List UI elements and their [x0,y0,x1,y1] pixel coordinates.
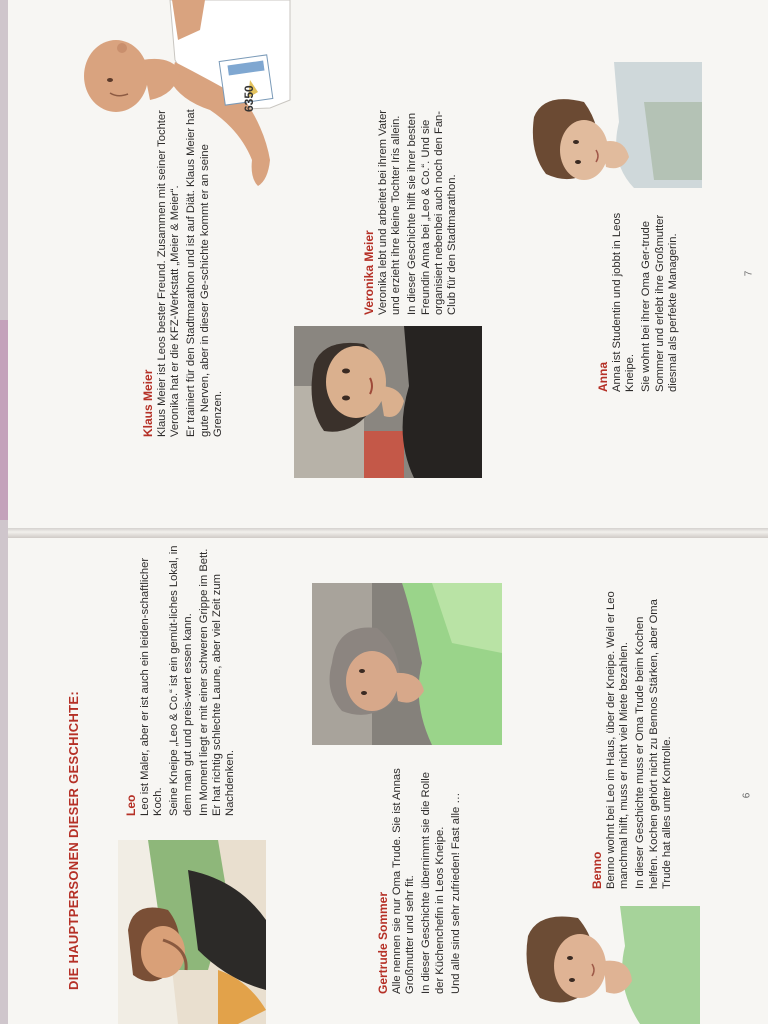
character-description: In dieser Geschichte übernimmt sie die Rolle der Küchenchefin in Leos Kneipe. [420,772,446,994]
character-description: Seine Kneipe „Leo & Co.“ ist ein gemüt-liches Lokal, in dem man gut und preis-wert essen kann. [168,545,194,816]
page-number: 6 [741,792,753,799]
character-description: Sie wohnt bei ihrer Oma Ger-trude Sommer und erlebt ihre Großmutter diesmal als perfekte Managerin. [640,214,679,392]
character-name: Klaus Meier [141,369,155,437]
benno-section [590,589,677,889]
leo-section [124,538,240,816]
character-description: Klaus Meier ist Leos bester Freund. Zusammen mit seiner Tochter Veronika hat er die KFZ-Werkstatt „Meier & Meier“. [156,110,182,437]
book-spine [0,0,8,1024]
spine-tab [0,320,8,520]
character-name: Gertrude Sommer [376,891,390,994]
veronika-meier-portrait [294,326,482,478]
page-gutter [8,528,768,538]
anna-section [596,207,683,392]
klaus-meier-section [141,107,228,437]
marathon-bib-number: 6350 [242,85,256,112]
page-number: 7 [743,270,755,277]
gertrude-sommer-section [376,764,466,994]
character-description: In dieser Geschichte hilft sie ihrer besten Freundin Anna bei „Leo & Co.“. Und sie organisiert nebenbei auch noch den Fan-Club für den Stadtmarathon. [406,110,459,315]
character-description: Anna ist Studentin und jobbt in Leos Kneipe. [611,212,637,392]
page-title: DIE HAUPTPERSONEN DIESER GESCHICHTE: [66,690,81,990]
character-description: Alle nennen sie nur Oma Trude. Sie ist Annas Großmutter und sehr fit. [391,768,417,994]
character-description: Benno wohnt bei Leo im Haus, über der Kneipe. Weil er Leo manchmal hilft, muss er nicht viel Miete bezahlen. [605,591,631,889]
character-description: In dieser Geschichte muss er Oma Trude beim Kochen helfen. Kochen gehört nicht zu Bennos Stärken, aber Oma Trude hat alles unter Kontrolle. [634,599,673,889]
character-name: Leo [124,794,138,816]
character-name: Benno [590,851,604,889]
gertrude-sommer-portrait [312,583,502,745]
benno-portrait [520,906,700,1024]
veronika-meier-section [362,90,462,315]
character-description: Er trainiert für den Stadtmarathon und ist auf Diät. Klaus Meier hat gute Nerven, aber in dieser Ge-schichte kommt er an seine Grenzen. [185,109,224,437]
character-name: Veronika Meier [362,230,376,315]
character-description: Und alle sind sehr zufrieden! Fast alle … [449,792,462,994]
leo-portrait [118,840,266,1024]
character-name: Anna [596,362,610,392]
character-description: Im Moment liegt er mit einer schweren Grippe im Bett. Er hat richtig schlechte Laune, aber viel Zeit zum Nachdenken. [197,548,237,816]
page-six [8,538,768,1024]
page-seven [8,0,768,528]
anna-portrait [524,62,708,192]
character-description: Veronika lebt und arbeitet bei ihrem Vater und erzieht ihre kleine Tochter Iris allein. [377,109,403,315]
character-description: Leo ist Maler, aber er ist auch ein leiden-schaftlicher Koch. [139,557,165,816]
